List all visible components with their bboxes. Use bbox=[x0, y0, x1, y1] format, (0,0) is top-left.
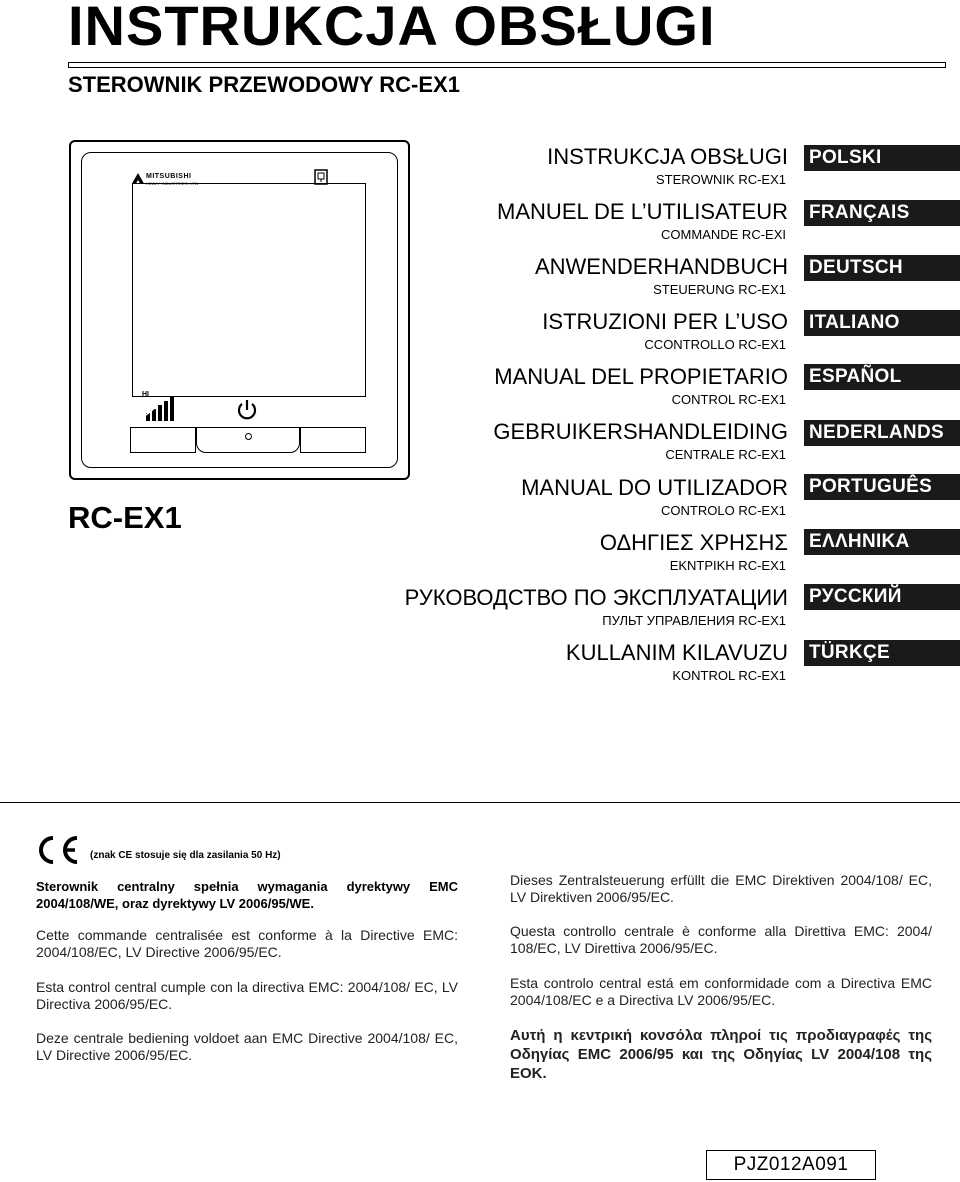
language-title: MANUEL DE L’UTILISATEUR bbox=[497, 199, 788, 224]
language-title: GEBRUIKERSHANDLEIDING bbox=[493, 419, 788, 444]
header-rule bbox=[68, 62, 946, 68]
language-label-italiano: ITALIANO bbox=[804, 310, 960, 336]
compliance-text-portugues: Esta controlo central está em conformidade com a Directiva EMC 2004/108/EC e a Directiva LV 2006/95/EC. bbox=[510, 975, 932, 1008]
language-subtitle: CONTROL RC-EX1 bbox=[671, 392, 786, 407]
language-label-ellinika: ΕΛΛΗΝΙΚΑ bbox=[804, 529, 960, 555]
language-label-nederlands: NEDERLANDS bbox=[804, 420, 960, 446]
language-subtitle: STEUERUNG RC-EX1 bbox=[653, 282, 786, 297]
compliance-text-polski: Sterownik centralny spełnia wymagania dyrektywy EMC 2004/108/WE, oraz dyrektywy LV 2006/95/WE. bbox=[36, 879, 458, 911]
language-title: ISTRUZIONI PER L’USO bbox=[542, 309, 788, 334]
compliance-text-espanol: Esta control central cumple con la directiva EMC: 2004/108/ EC, LV Directiva 2006/95/EC. bbox=[36, 979, 458, 1012]
language-label-francais: FRANÇAIS bbox=[804, 200, 960, 226]
ce-note: (znak CE stosuje się dla zasilania 50 Hz) bbox=[90, 850, 281, 861]
language-label-russkiy: РУССКИЙ bbox=[804, 584, 960, 610]
ce-mark-icon bbox=[34, 834, 80, 866]
language-label-turkce: TÜRKÇE bbox=[804, 640, 960, 666]
language-title: INSTRUKCJA OBSŁUGI bbox=[547, 144, 788, 169]
language-subtitle: STEROWNIK RC-EX1 bbox=[655, 172, 786, 187]
controller-right-button bbox=[300, 427, 366, 453]
compliance-text-nederlands: Deze centrale bediening voldoet aan EMC Directive 2004/108/ EC, LV Directive 2006/95/EC. bbox=[36, 1030, 458, 1063]
controller-bezel bbox=[81, 152, 398, 468]
language-title: ΟΔΗΓΙΕΣ ΧΡΗΣΗΣ bbox=[599, 530, 788, 555]
section-divider bbox=[0, 802, 960, 803]
document-number: PJZ012A091 bbox=[706, 1150, 876, 1180]
compliance-text-francais: Cette commande centralisée est conforme à la Directive EMC: 2004/108/EC, LV Directive 2006/95/EC. bbox=[36, 927, 458, 960]
language-subtitle: CCONTROLLO RC-EX1 bbox=[644, 337, 786, 352]
button-dot-icon bbox=[245, 433, 252, 440]
language-title: MANUAL DO UTILIZADOR bbox=[521, 475, 788, 500]
language-label-deutsch: DEUTSCH bbox=[804, 255, 960, 281]
power-icon bbox=[234, 397, 260, 423]
page-subtitle: STEROWNIK PRZEWODOWY RC-EX1 bbox=[68, 72, 460, 97]
language-subtitle: ΕΚΝΤΡΙΚΗ RC-EX1 bbox=[669, 558, 786, 573]
language-title: KULLANIM KILAVUZU bbox=[565, 640, 788, 665]
brand-subtitle: HEAVY INDUSTRIES, LTD. bbox=[146, 181, 200, 186]
compliance-text-deutsch: Dieses Zentralsteuerung erfüllt die EMC Direktiven 2004/108/ EC, LV Direktiven 2006/95/EC. bbox=[510, 872, 932, 905]
lcd-screen bbox=[132, 183, 366, 397]
model-name: RC-EX1 bbox=[68, 500, 182, 535]
language-subtitle: KONTROL RC-EX1 bbox=[672, 668, 786, 683]
language-title: РУКОВОДСТВО ПО ЭКСПЛУАТАЦИИ bbox=[404, 585, 788, 610]
language-subtitle: COMMANDE RC-EXI bbox=[661, 227, 786, 242]
controller-center-button bbox=[196, 427, 300, 453]
compliance-text-ellinika: Αυτή η κεντρική κονσόλα πληροί τις προδιαγραφές της Οδηγίας EMC 2006/95 και της Οδηγίας LV 2004/108 της ΕΟΚ. bbox=[510, 1027, 932, 1082]
compliance-text-italiano: Questa controllo centrale è conforme alla Direttiva EMC: 2004/ 108/EC, LV Direttiva 2006/95/EC. bbox=[510, 923, 932, 956]
language-subtitle: CONTROLO RC-EX1 bbox=[661, 503, 786, 518]
controller-left-button bbox=[130, 427, 196, 453]
language-subtitle: CENTRALE RC-EX1 bbox=[665, 447, 786, 462]
signal-strength-icon bbox=[144, 393, 176, 423]
language-subtitle: ПУЛЬТ УПРАВЛЕНИЯ RC-EX1 bbox=[602, 613, 786, 628]
brand-name: MITSUBISHI bbox=[146, 173, 192, 180]
language-title: MANUAL DEL PROPIETARIO bbox=[494, 364, 788, 389]
page-title: INSTRUKCJA OBSŁUGI bbox=[68, 0, 716, 57]
language-label-portugues: PORTUGUÊS bbox=[804, 474, 960, 500]
language-label-polski: POLSKI bbox=[804, 145, 960, 171]
controller-illustration bbox=[69, 140, 410, 480]
signal-hi-label: HI bbox=[142, 391, 149, 398]
language-label-espanol: ESPAÑOL bbox=[804, 364, 960, 390]
language-title: ANWENDERHANDBUCH bbox=[534, 254, 788, 279]
